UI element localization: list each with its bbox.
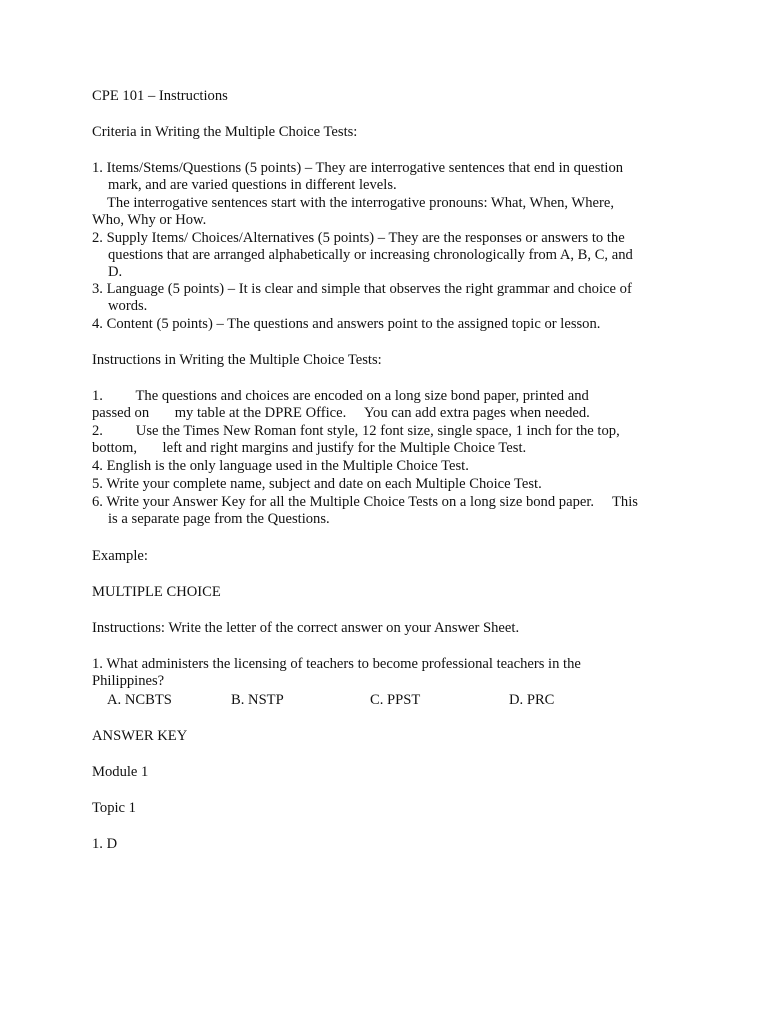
criteria-line: 1. Items/Stems/Questions (5 points) – They are interrogative sentences that end in question	[92, 160, 624, 176]
choice-a: A. NCBTS	[107, 692, 172, 708]
criteria-line: mark, and are varied questions in different levels.	[108, 177, 397, 193]
choice-b: B. NSTP	[231, 692, 284, 708]
example-section-title: MULTIPLE CHOICE	[92, 584, 221, 600]
instruction-line: 4. English is the only language used in the Multiple Choice Test.	[92, 458, 469, 474]
criteria-line: 2. Supply Items/ Choices/Alternatives (5 points) – They are the responses or answers to the	[92, 230, 625, 246]
criteria-line: 4. Content (5 points) – The questions and answers point to the assigned topic or lesson.	[92, 316, 601, 332]
answer-key-module: Module 1	[92, 764, 149, 780]
answer-key-title: ANSWER KEY	[92, 728, 188, 744]
example-question: 1. What administers the licensing of teachers to become professional teachers in the	[92, 656, 581, 672]
criteria-line: Who, Why or How.	[92, 212, 207, 228]
criteria-heading: Criteria in Writing the Multiple Choice Tests:	[92, 124, 358, 140]
instruction-line: bottom, left and right margins and justify for the Multiple Choice Test.	[92, 440, 527, 456]
criteria-line: questions that are arranged alphabetically or increasing chronologically from A, B, C, and	[108, 247, 633, 263]
criteria-line: The interrogative sentences start with the interrogative pronouns: What, When, Where,	[107, 195, 614, 211]
criteria-line: D.	[108, 264, 123, 280]
instructions-heading: Instructions in Writing the Multiple Choice Tests:	[92, 352, 382, 368]
instruction-line: 1. The questions and choices are encoded on a long size bond paper, printed and	[92, 388, 589, 404]
instruction-line: 6. Write your Answer Key for all the Multiple Choice Tests on a long size bond paper. This	[92, 494, 638, 510]
choice-c: C. PPST	[370, 692, 421, 708]
instruction-line: passed on my table at the DPRE Office. You can add extra pages when needed.	[92, 405, 590, 421]
instruction-line: is a separate page from the Questions.	[108, 511, 330, 527]
instruction-line: 2. Use the Times New Roman font style, 12 font size, single space, 1 inch for the top,	[92, 423, 620, 439]
example-instructions: Instructions: Write the letter of the correct answer on your Answer Sheet.	[92, 620, 520, 636]
example-choices	[107, 692, 707, 709]
answer-key-answer: 1. D	[92, 836, 118, 852]
instruction-line: 5. Write your complete name, subject and date on each Multiple Choice Test.	[92, 476, 542, 492]
example-question-continued: Philippines?	[92, 673, 165, 689]
choice-d: D. PRC	[509, 692, 555, 708]
document-title: CPE 101 – Instructions	[92, 88, 228, 104]
example-label: Example:	[92, 548, 148, 564]
criteria-line: words.	[108, 298, 148, 314]
criteria-line: 3. Language (5 points) – It is clear and simple that observes the right grammar and choice of	[92, 281, 632, 297]
answer-key-topic: Topic 1	[92, 800, 136, 816]
